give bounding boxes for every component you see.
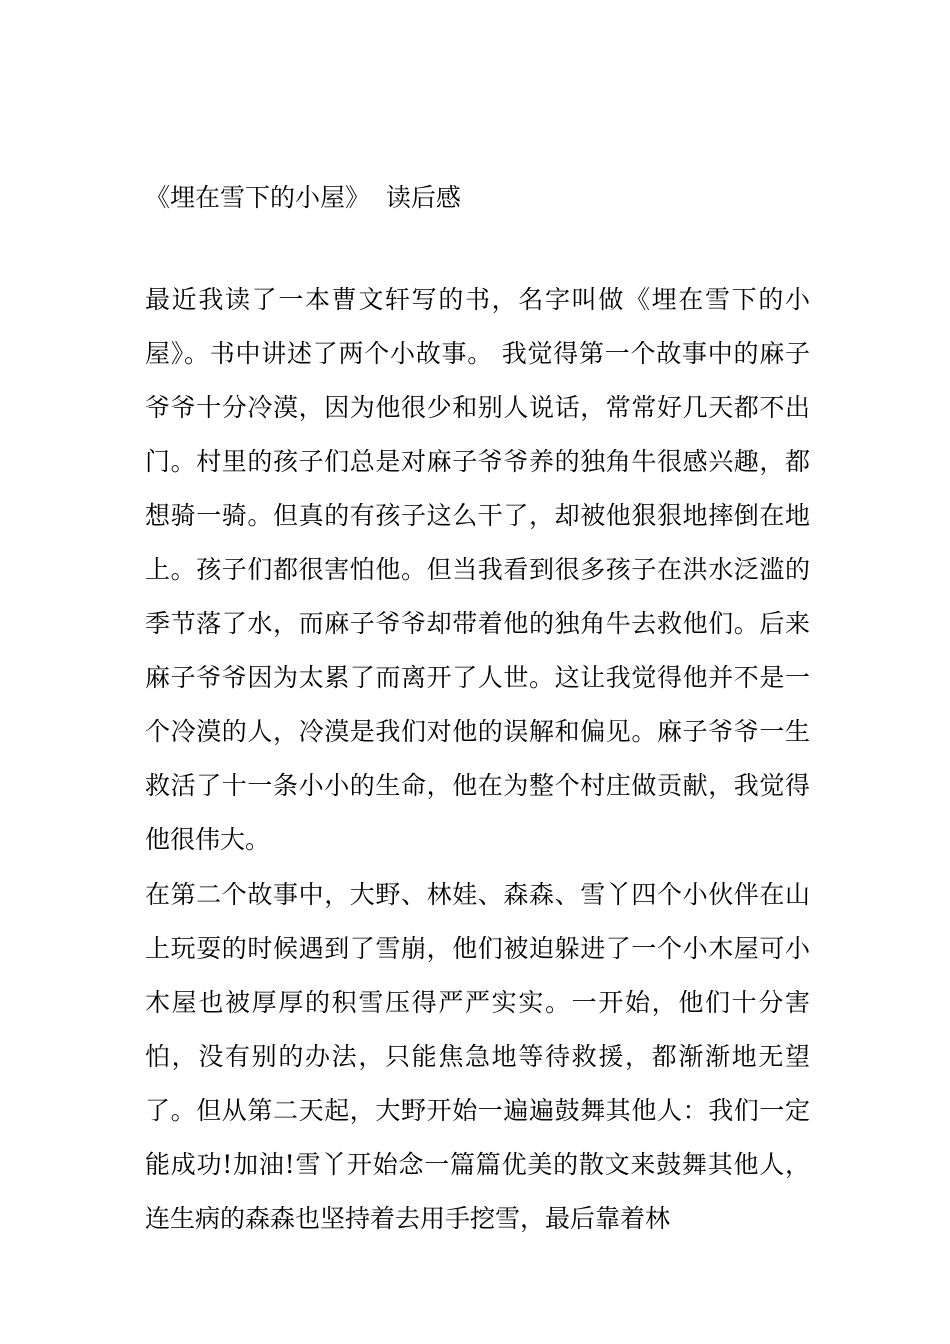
paragraph-1: 最近我读了一本曹文轩写的书，名字叫做《埋在雪下的小屋》。书中讲述了两个小故事。 我觉得第一个故事中的麻子爷爷十分冷漠，因为他很少和别人说话，常常好几天都不出门。村里的孩子们总是对麻子爷爷养的独角牛很感兴趣，都想骑一骑。但真的有孩子这么干了，却被他狠狠地摔倒在地上。孩子们都很害怕他。但当我看到很多孩子在洪水泛滥的季节落了水，而麻子爷爷却带着他的独角牛去救他们。后来麻子爷爷因为太累了而离开了人世。这让我觉得他并不是一个冷漠的人，冷漠是我们对他的误解和偏见。麻子爷爷一生救活了十一条小小的生命，他在为整个村庄做贡献，我觉得他很伟大。 xyxy=(145,285,810,854)
document-title: 《埋在雪下的小屋》 读后感 xyxy=(145,183,461,212)
paragraph-2: 在第二个故事中，大野、林娃、森森、雪丫四个小伙伴在山上玩耍的时候遇到了雪崩，他们被迫躲进了一个小木屋可小木屋也被厚厚的积雪压得严严实实。一开始，他们十分害怕，没有别的办法，只能焦急地等待救援，都渐渐地无望了。但从第二天起，大野开始一遍遍鼓舞其他人：我们一定能成功!加油!雪丫开始念一篇篇优美的散文来鼓舞其他人，连生病的森森也坚持着去用手挖雪，最后靠着林 xyxy=(145,880,810,1233)
